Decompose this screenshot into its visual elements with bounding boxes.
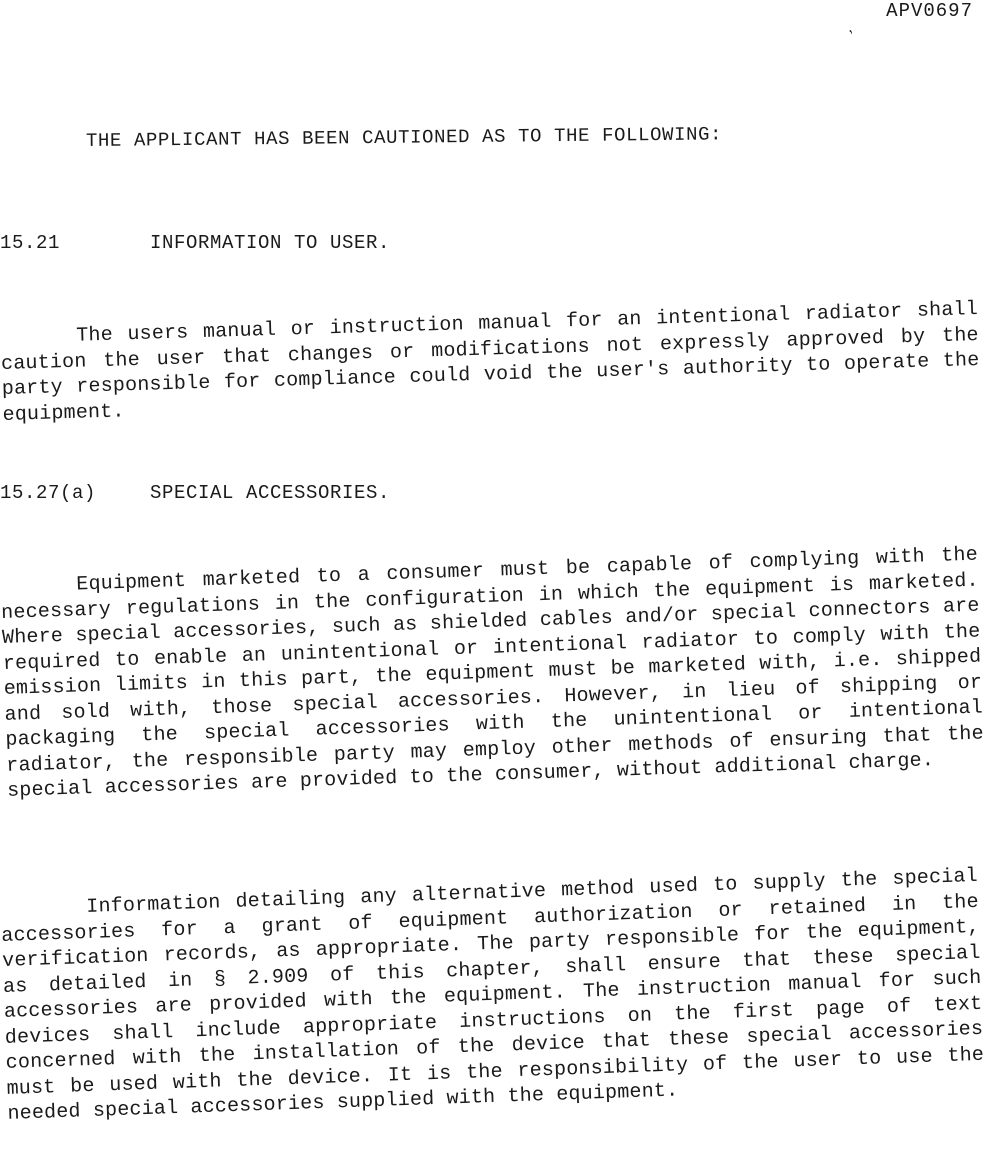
document-id: APV0697 (886, 0, 973, 22)
section-title: INFORMATION TO USER. (150, 232, 391, 254)
paragraph-special-accessories-1: Equipment marketed to a consumer must be capable of complying with the necessary regulations in the configuration in which the equipment is marketed. Where special accessories, such as shielded cables and/or special connectors are required to enable an unintentional or intentional radiator to comply with the emission limits in this part, the equipment must be marketed with, i.e. shipped and sold with, those special accessories. However, in lieu of shipping or packaging the special accessories with the unintentional or intentional radiator, the responsible party may employ other methods of ensuring that the special accessories are provided to the consumer, without additional charge. (0, 543, 985, 803)
section-title: SPECIAL ACCESSORIES. (150, 482, 391, 504)
section-number: 15.21 (0, 232, 61, 254)
stray-mark: ʼ (845, 26, 863, 48)
section-heading-15-21 (0, 232, 390, 254)
paragraph-special-accessories-2: Information detailing any alternative method used to supply the special accessories for a grant of equipment authorization or retained in the verification records, as appropriate. The party responsible for the equipment, as detailed in § 2.909 of this chapter, shall ensure that these special accessories are provided with the equipment. The instruction manual for such devices shall include appropriate instructions on the first page of text concerned with the installation of the device that these special accessories must be used with the device. It is the responsibility of the user to use the needed special accessories supplied with the equipment. (0, 864, 985, 1126)
paragraph-information-to-user: The users manual or instruction manual for an intentional radiator shall caution the user that changes or modifications not expressly approved by the party responsible for compliance could void the user's authority to operate the equipment. (0, 297, 980, 427)
section-number: 15.27(a) (0, 482, 97, 504)
section-heading-15-27a (0, 482, 390, 504)
caution-heading: THE APPLICANT HAS BEEN CAUTIONED AS TO THE FOLLOWING: (85, 123, 723, 152)
